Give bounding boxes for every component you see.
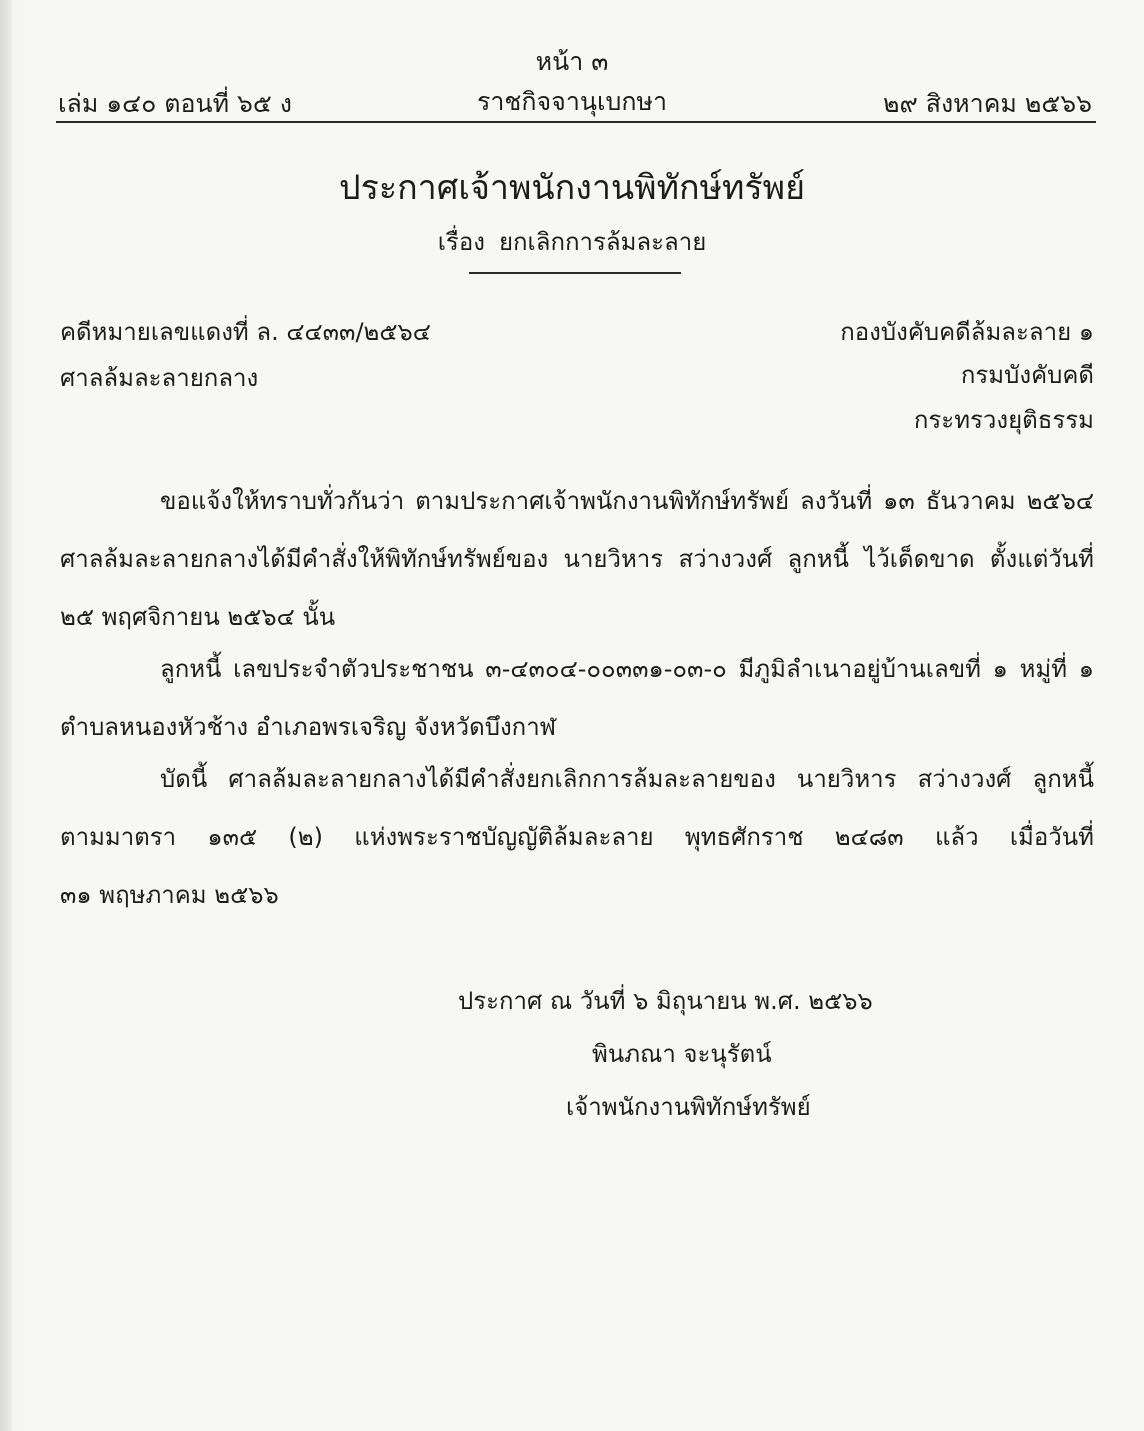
paragraph-line: บัดนี้ ศาลล้มละลายกลางได้มีคำสั่งยกเลิกการล้มละลายของ นายวิหาร สว่างวงศ์ ลูกหนี้ xyxy=(160,765,1094,793)
paragraph-line: ศาลล้มละลายกลางได้มีคำสั่งให้พิทักษ์ทรัพย์ของ นายวิหาร สว่างวงศ์ ลูกหนี้ ไว้เด็ดขาด ตั้งแต่วันที่ xyxy=(60,545,1094,573)
paragraph-line: ขอแจ้งให้ทราบทั่วกันว่า ตามประกาศเจ้าพนักงานพิทักษ์ทรัพย์ ลงวันที่ ๑๓ ธันวาคม ๒๕๖๔ xyxy=(160,487,1094,515)
signatory-name: พินภณา จะนุรัตน์ xyxy=(592,1040,772,1068)
page-number: หน้า ๓ xyxy=(535,47,609,76)
announcement-date: ประกาศ ณ วันที่ ๖ มิถุนายน พ.ศ. ๒๕๖๖ xyxy=(458,987,873,1015)
gazette-date: ๒๙ สิงหาคม ๒๕๖๖ xyxy=(882,89,1092,118)
case-number: คดีหมายเลขแดงที่ ล. ๔๔๓๓/๒๕๖๔ xyxy=(60,318,431,346)
announcement-subject xyxy=(0,222,1144,261)
gazette-volume: เล่ม ๑๔๐ ตอนที่ ๖๕ ง xyxy=(58,89,292,118)
office-ministry: กระทรวงยุติธรรม xyxy=(913,406,1094,434)
paragraph-line: ๒๕ พฤศจิกายน ๒๕๖๔ นั้น xyxy=(60,603,336,631)
title-underline xyxy=(469,272,681,274)
gazette-name: ราชกิจจานุเบกษา xyxy=(476,87,668,116)
paragraph-order xyxy=(60,472,1094,646)
office-division: กองบังคับคดีล้มละลาย ๑ xyxy=(840,318,1094,346)
subject-text: ยกเลิกการล้มละลาย xyxy=(498,228,707,256)
court-name: ศาลล้มละลายกลาง xyxy=(60,364,259,392)
signatory-position: เจ้าพนักงานพิทักษ์ทรัพย์ xyxy=(566,1093,811,1121)
paragraph-line: ตำบลหนองหัวช้าง อำเภอพรเจริญ จังหวัดบึงกาฬ xyxy=(60,713,557,741)
paragraph-line: ลูกหนี้ เลขประจำตัวประชาชน ๓-๔๓๐๔-๐๐๓๓๑-๐๓-๐ มีภูมิลำเนาอยู่บ้านเลขที่ ๑ หมู่ที่ ๑ xyxy=(160,655,1094,683)
header-rule xyxy=(56,121,1096,123)
paragraph-line: ตามมาตรา ๑๓๕ (๒) แห่งพระราชบัญญัติล้มละลาย พุทธศักราช ๒๔๘๓ แล้ว เมื่อวันที่ xyxy=(60,823,1094,851)
paragraph-debtor-info xyxy=(60,640,1094,756)
announcement-title: ประกาศเจ้าพนักงานพิทักษ์ทรัพย์ xyxy=(338,168,805,208)
subject-label: เรื่อง xyxy=(437,228,485,256)
office-department: กรมบังคับคดี xyxy=(960,361,1094,389)
paragraph-line: ๓๑ พฤษภาคม ๒๕๖๖ xyxy=(60,881,279,909)
paragraph-cancellation xyxy=(60,750,1094,924)
page-edge-shadow xyxy=(0,0,12,1431)
